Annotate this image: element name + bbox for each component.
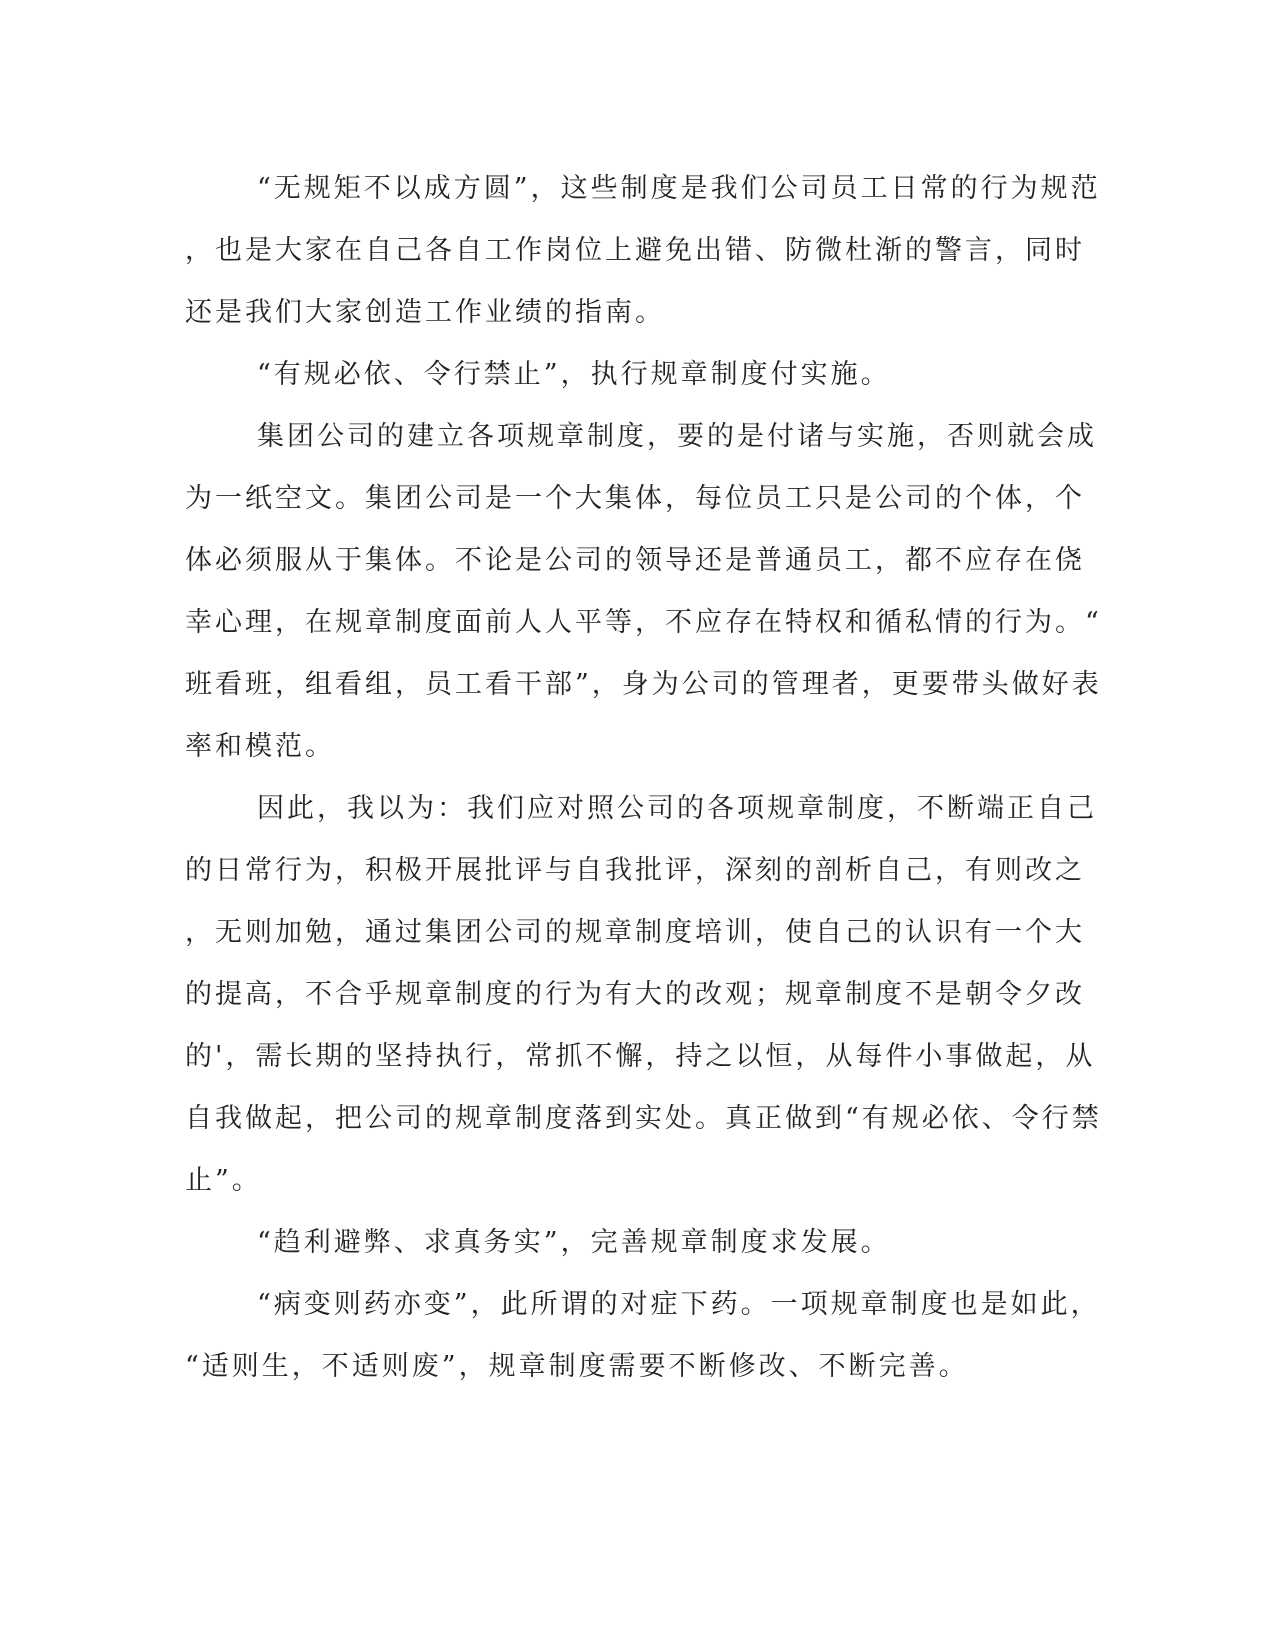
text-line-1: “无规矩不以成方圆”，这些制度是我们公司员工日常的行为规范 bbox=[257, 173, 1101, 204]
text-line-9: 班看班，组看组，员工看干部”，身为公司的管理者，更要带头做好表 bbox=[185, 669, 1102, 700]
text-line-3: 还是我们大家创造工作业绩的指南。 bbox=[185, 297, 665, 328]
text-line-16: 自我做起，把公司的规章制度落到实处。真正做到“有规必依、令行禁 bbox=[185, 1103, 1102, 1134]
text-line-4: “有规必依、令行禁止”，执行规章制度付实施。 bbox=[257, 359, 891, 390]
body-text bbox=[185, 158, 1102, 1398]
text-line-20: “适则生，不适则废”，规章制度需要不断修改、不断完善。 bbox=[185, 1351, 969, 1382]
text-line-12: 的日常行为，积极开展批评与自我批评，深刻的剖析自己，有则改之 bbox=[185, 855, 1085, 886]
text-line-17: 止”。 bbox=[185, 1165, 262, 1196]
text-line-13: ，无则加勉，通过集团公司的规章制度培训，使自己的认识有一个大 bbox=[185, 917, 1085, 948]
text-line-2: ，也是大家在自己各自工作岗位上避免出错、防微杜渐的警言，同时 bbox=[185, 235, 1085, 266]
text-line-14: 的提高，不合乎规章制度的行为有大的改观；规章制度不是朝令夕改 bbox=[185, 979, 1085, 1010]
text-line-18: “趋利避弊、求真务实”，完善规章制度求发展。 bbox=[257, 1227, 891, 1258]
text-line-19: “病变则药亦变”，此所谓的对症下药。一项规章制度也是如此， bbox=[257, 1289, 1101, 1320]
text-line-11: 因此，我以为：我们应对照公司的各项规章制度，不断端正自己 bbox=[257, 793, 1097, 824]
text-line-6: 为一纸空文。集团公司是一个大集体，每位员工只是公司的个体，个 bbox=[185, 483, 1085, 514]
text-line-15: 的'，需长期的坚持执行，常抓不懈，持之以恒，从每件小事做起，从 bbox=[185, 1041, 1096, 1072]
text-line-10: 率和模范。 bbox=[185, 731, 335, 762]
text-line-8: 幸心理，在规章制度面前人人平等，不应存在特权和循私情的行为。“ bbox=[185, 607, 1102, 638]
text-line-5: 集团公司的建立各项规章制度，要的是付诸与实施，否则就会成 bbox=[257, 421, 1097, 452]
text-line-7: 体必须服从于集体。不论是公司的领导还是普通员工，都不应存在侥 bbox=[185, 545, 1085, 576]
